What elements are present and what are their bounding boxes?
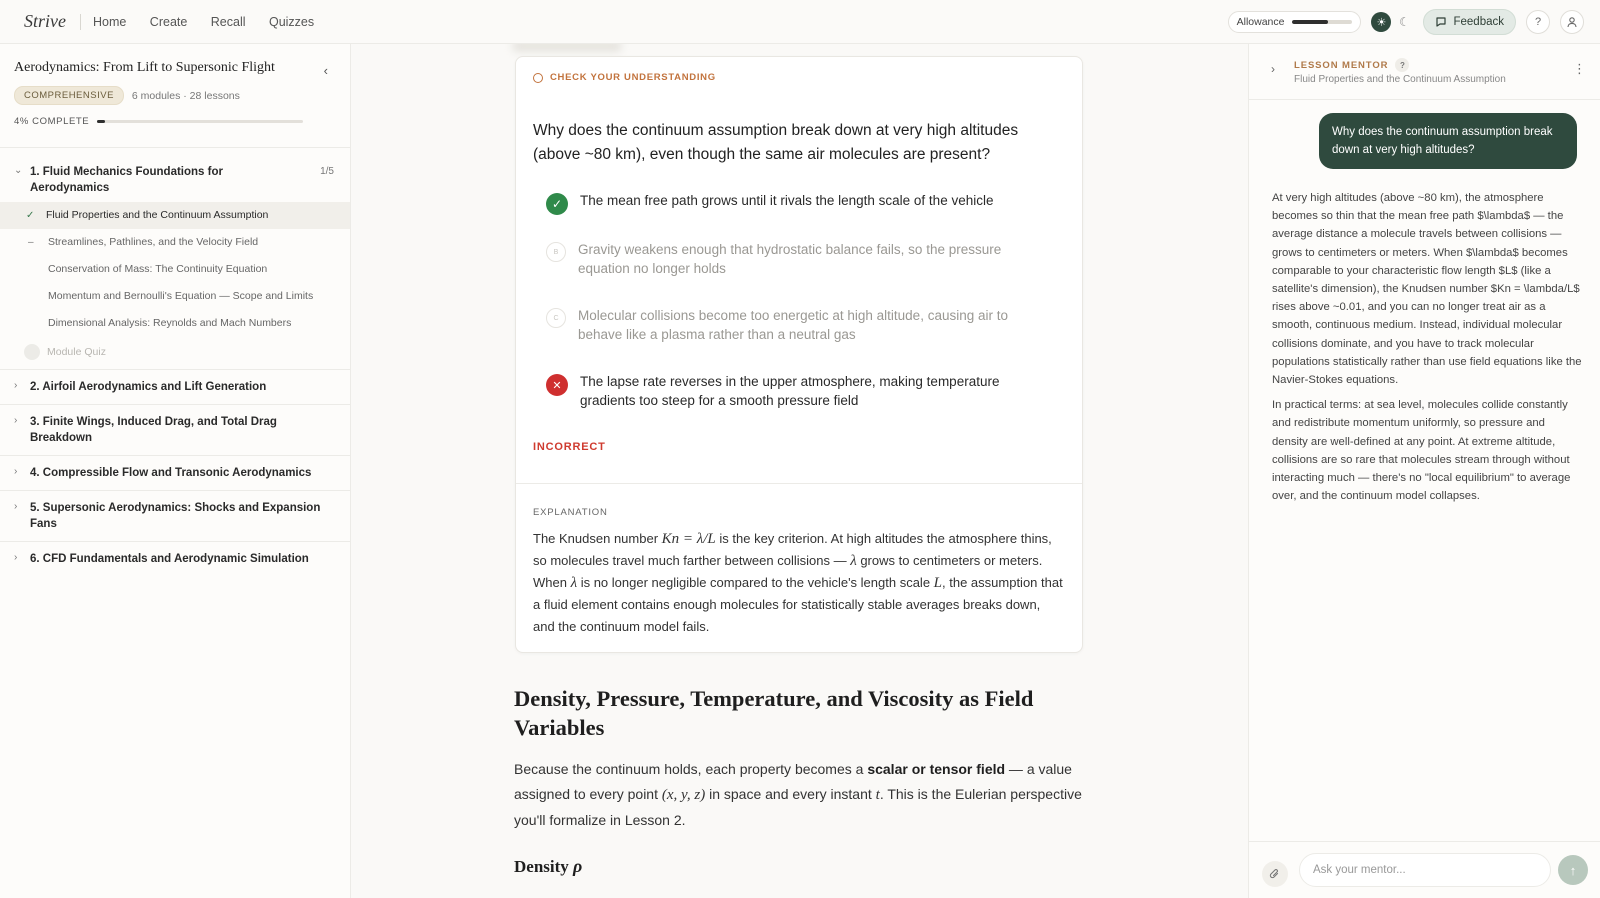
lesson-label: Fluid Properties and the Continuum Assumption	[46, 209, 269, 221]
ask-mentor-input[interactable]	[1299, 853, 1551, 887]
option-text: Molecular collisions become too energetic at high altitude, causing air to behave like a plasma rather than a neutral gas	[578, 308, 1008, 342]
lesson-label: Dimensional Analysis: Reynolds and Mach Numbers	[48, 317, 292, 329]
course-depth-badge: COMPREHENSIVE	[14, 86, 124, 105]
lesson-label: Conservation of Mass: The Continuity Equation	[48, 263, 268, 275]
response-paragraph: In practical terms: at sea level, molecules collide constantly and redistribute momentum uniformly, so pressure and density are well-defined at any point. At extreme altitude, collisions are so rare that molecules stream through without interacting much — there's no "local equilibrium" to average over, and the continuum model collapses.	[1272, 399, 1571, 503]
chevron-down-icon: ⌄	[14, 165, 23, 176]
section-paragraph: Because the continuum holds, each property becomes a scalar or tensor field — a value assigned to every point (x, y, z) in space and every instant t. This is the Eulerian perspective you'll formalize in Lesson 2.	[514, 761, 1082, 828]
allowance-fill	[1292, 20, 1328, 24]
answer-option-a[interactable]	[546, 191, 1046, 215]
top-bar	[0, 0, 1600, 44]
module-4[interactable]	[0, 456, 350, 491]
math-length: L	[933, 575, 943, 591]
user-icon	[1566, 16, 1578, 28]
chevron-right-icon: ›	[14, 380, 18, 391]
explanation-text: The Knudsen number Kn = λ/L is the key criterion. At high altitudes the atmosphere thins, so molecules travel much farther between collisions — λ grows to centimeters or meters. When λ is no longer negligible compared to the vehicle's length scale L, the assumption that a fluid element contains enough molecules for statistically stable averages breaks down, and the continuum model fails.	[533, 531, 1063, 634]
checkmark-icon: ✓	[546, 193, 568, 215]
option-letter: C	[546, 308, 566, 328]
module-title: 5. Supersonic Aerodynamics: Shocks and Expansion Fans	[30, 502, 321, 530]
course-title: Aerodynamics: From Lift to Supersonic Flight	[14, 60, 275, 75]
module-title: 4. Compressible Flow and Transonic Aerodynamics	[30, 467, 312, 479]
module-1	[0, 148, 350, 370]
lesson-item[interactable]	[0, 310, 350, 337]
module-quiz-item	[0, 337, 350, 369]
top-right-controls	[1228, 0, 1584, 44]
course-sidebar	[0, 44, 351, 898]
collapse-sidebar-icon[interactable]: ‹	[323, 63, 328, 78]
module-2[interactable]	[0, 370, 350, 405]
feedback-label: Feedback	[1453, 16, 1504, 28]
question-text: Why does the continuum assumption break down at very high altitudes (above ~80 km), even though the same air molecules are present?	[533, 122, 1019, 163]
math-coords: (x, y, z)	[661, 787, 706, 803]
main-nav	[93, 13, 333, 31]
course-header	[0, 44, 350, 148]
option-text: Gravity weakens enough that hydrostatic balance fails, so the pressure equation no longer holds	[578, 242, 1002, 276]
nav-home[interactable]: Home	[93, 14, 127, 29]
mentor-subtitle: Fluid Properties and the Continuum Assumption	[1294, 74, 1506, 85]
math-lambda: λ	[850, 553, 857, 569]
check-icon: ✓	[26, 210, 35, 221]
chevron-right-icon: ›	[14, 466, 18, 477]
moon-icon[interactable]: ☾	[1399, 15, 1410, 29]
allowance-bar	[1292, 20, 1352, 24]
scrolled-content-fade	[512, 44, 622, 52]
module-title: 3. Finite Wings, Induced Drag, and Total Drag Breakdown	[30, 416, 277, 444]
theme-toggle[interactable]	[1371, 12, 1413, 32]
lesson-label: Streamlines, Pathlines, and the Velocity Field	[48, 236, 259, 248]
bold-term: scalar or tensor field	[867, 761, 1006, 777]
allowance-meter[interactable]	[1228, 11, 1362, 33]
result-status: INCORRECT	[533, 441, 606, 453]
more-options-icon[interactable]: ⋮	[1573, 61, 1586, 76]
nav-quizzes[interactable]: Quizzes	[268, 14, 315, 29]
paperclip-icon[interactable]	[1262, 861, 1288, 887]
nav-recall[interactable]: Recall	[210, 14, 246, 29]
module-1-header[interactable]	[0, 148, 350, 202]
nav-create[interactable]: Create	[149, 14, 188, 29]
course-counts: 6 modules · 28 lessons	[131, 89, 240, 102]
chat-bubble-icon	[1435, 16, 1447, 28]
card-eyebrow	[533, 72, 716, 83]
send-arrow-icon[interactable]: ↑	[1558, 855, 1588, 885]
course-meta	[14, 86, 336, 105]
mentor-composer	[1249, 841, 1600, 898]
math-time: t	[875, 787, 880, 803]
account-button[interactable]	[1560, 10, 1584, 34]
response-paragraph: At very high altitudes (above ~80 km), the atmosphere becomes so thin that the mean free path $\lambda$ — the average distance a molecule travels between collisions — grows to centimeters or meters. When $\lambda$ becomes comparable to your characteristic flow length $L$ (like a satellite's dimension), the Knudsen number $Kn = \lambda/L$ rises above ~0.01, and you can no longer treat air as a smooth, continuous medium. Instead, individual molecular collisions dominate, and you have to track molecular populations statistically rather than use field equations like the Navier-Stokes equations.	[1272, 192, 1582, 387]
mentor-response	[1272, 189, 1582, 512]
option-letter: B	[546, 242, 566, 262]
lesson-label: Momentum and Bernoulli's Equation — Scope and Limits	[48, 290, 314, 302]
chevron-right-icon: ›	[14, 552, 18, 563]
progress-label: 4% COMPLETE	[14, 116, 90, 127]
mentor-help-icon[interactable]: ?	[1395, 58, 1409, 72]
user-message: Why does the continuum assumption break down at very high altitudes?	[1319, 113, 1577, 169]
answer-option-c[interactable]	[546, 306, 1046, 344]
app-logo[interactable]: Strive	[24, 11, 66, 31]
lesson-item[interactable]	[0, 283, 350, 310]
x-mark-icon: ✕	[546, 374, 568, 396]
lesson-content	[352, 44, 1248, 898]
math-rho: ρ	[573, 856, 583, 876]
target-icon	[533, 73, 543, 83]
math-lambda: λ	[570, 575, 578, 591]
eyebrow-label: CHECK YOUR UNDERSTANDING	[550, 72, 716, 83]
allowance-label: Allowance	[1236, 16, 1285, 28]
chevron-right-icon: ›	[14, 501, 18, 512]
help-button[interactable]: ?	[1526, 10, 1550, 34]
mentor-header	[1249, 44, 1600, 100]
lesson-item[interactable]	[0, 256, 350, 283]
course-progress	[14, 116, 336, 127]
answer-option-d[interactable]	[546, 372, 1046, 410]
nav-divider	[80, 14, 81, 30]
attach-icon	[1269, 868, 1281, 880]
feedback-button[interactable]	[1423, 9, 1516, 35]
module-title: 6. CFD Fundamentals and Aerodynamic Simulation	[30, 553, 309, 565]
quiz-label: Module Quiz	[47, 345, 106, 358]
progress-track	[97, 120, 303, 123]
module-title: 1. Fluid Mechanics Foundations for Aerodynamics	[30, 166, 223, 194]
module-6[interactable]	[0, 542, 350, 576]
sun-icon[interactable]: ☀	[1371, 12, 1391, 32]
lesson-mentor-panel	[1248, 44, 1600, 898]
module-3[interactable]	[0, 405, 350, 456]
chevron-right-icon[interactable]: ›	[1271, 62, 1275, 76]
module-progress-count: 1/5	[320, 166, 334, 177]
lock-icon	[24, 344, 40, 360]
mentor-title	[1294, 58, 1409, 72]
module-5[interactable]	[0, 491, 350, 542]
mentor-label: LESSON MENTOR	[1294, 59, 1389, 71]
answer-option-b[interactable]	[546, 240, 1046, 278]
explanation-label: EXPLANATION	[533, 507, 608, 518]
progress-fill	[97, 120, 105, 123]
subsection-heading: Density ρ	[514, 856, 583, 876]
lesson-item[interactable]	[0, 229, 350, 256]
in-progress-dash-icon: –	[28, 237, 34, 248]
check-understanding-card	[515, 56, 1083, 653]
chevron-right-icon: ›	[14, 415, 18, 426]
section-heading: Density, Pressure, Temperature, and Viscosity as Field Variables	[514, 686, 1034, 740]
lesson-item-current[interactable]	[0, 202, 350, 229]
option-text: The lapse rate reverses in the upper atmosphere, making temperature gradients too steep for a smooth pressure field	[580, 374, 1000, 408]
option-text: The mean free path grows until it rivals the length scale of the vehicle	[580, 193, 994, 208]
math-knudsen: Kn = λ/L	[661, 531, 716, 547]
divider	[516, 483, 1082, 484]
module-title: 2. Airfoil Aerodynamics and Lift Generation	[30, 381, 267, 393]
